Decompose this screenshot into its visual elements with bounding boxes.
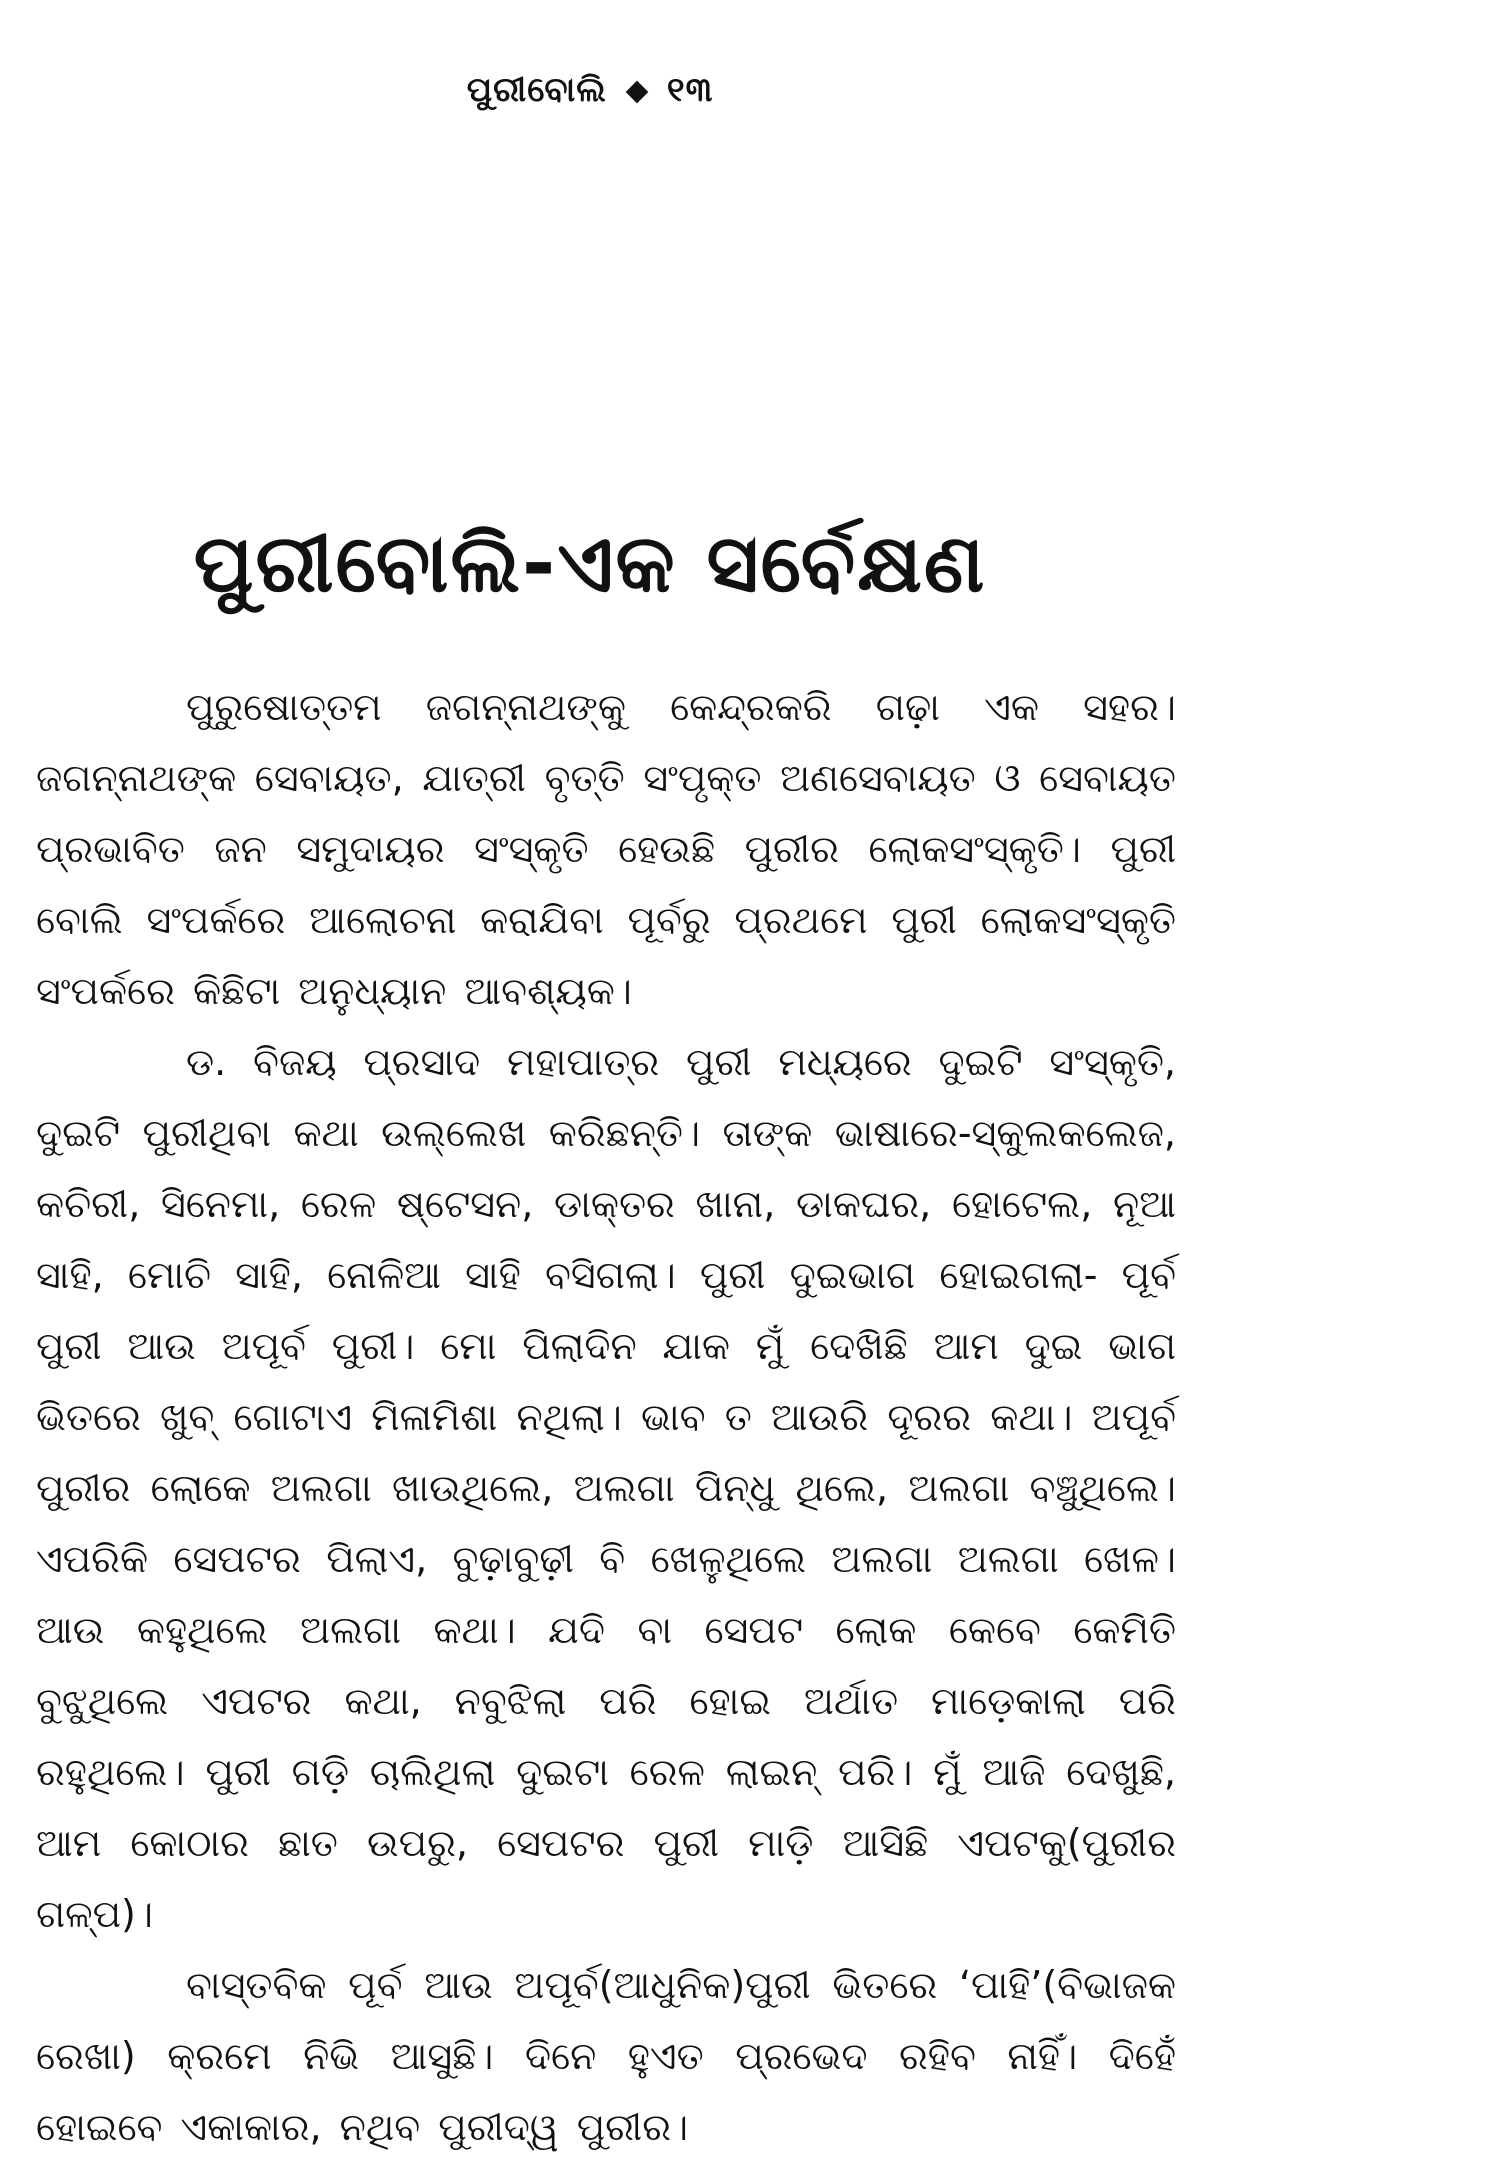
paragraph-2: ଡ. ବିଜୟ ପ୍ରସାଦ ମହାପାତ୍ର ପୁରୀ ମଧ୍ୟରେ ଦୁଇଟି ସଂସ୍କୃତି, ଦୁଇଟି ପୁରୀଥିବା କଥା ଉଲ୍ଲେଖ କରିଛନ୍ତି। ତାଙ୍କ ଭାଷାରେ-ସ୍କୁଲକଲେଜ, କଚିରୀ, ସିନେମା, ରେଳ ଷ୍ଟେସନ, ଡାକ୍ତର ଖାନା, ଡାକଘର, ହୋଟେଲ, ନୂଆ ସାହି, ମୋଚି ସାହି, ନୋଳିଆ ସାହି ବସିଗଲା। ପୁରୀ ଦୁଇଭାଗ ହୋଇଗଲା- ପୂର୍ବ ପୁରୀ ଆଉ ଅପୂର୍ବ ପୁରୀ। ମୋ ପିଲାଦିନ ଯାକ ମୁଁ ଦେଖିଛି ଆମ ଦୁଇ ଭାଗ ଭିତରେ ଖୁବ୍ ଗୋଟାଏ ମିଳାମିଶା ନଥିଲା। ଭାବ ତ ଆଉରି ଦୂରର କଥା। ଅପୂର୍ବ ପୁରୀର ଲୋକେ ଅଲଗା ଖାଉଥିଲେ, ଅଲଗା ପିନ୍ଧୁ ଥିଲେ, ଅଲଗା ବଞ୍ଚୁଥିଲେ। ଏପରିକି ସେପଟର ପିଲାଏ, ବୁଢ଼ାବୁଢ଼ୀ ବି ଖେଳୁଥିଲେ ଅଲଗା ଅଲଗା ଖେଳ। ଆଉ କହୁଥିଲେ ଅଲଗା କଥା। ଯଦି ବା ସେପଟ ଲୋକ କେବେ କେମିତି ବୁଝୁଥିଲେ ଏପଟର କଥା, ନବୁଝିଲା ପରି ହୋଇ ଅର୍ଥାତ ମାଡ଼େକାଲା ପରି ରହୁଥିଲେ। ପୁରୀ ଗଡ଼ି ଚାଲିଥିଲା ଦୁଇଟା ରେଳ ଲାଇନ୍ ପରି। ମୁଁ ଆଜି ଦେଖୁଛି, ଆମ କୋଠାର ଛାତ ଉପରୁ, ସେପଟର ପୁରୀ ମାଡ଼ି ଆସିଛି ଏପଟକୁ(ପୁରୀର ଗଳ୍ପ)। [36, 1040, 1176, 1936]
body-text [36, 672, 1176, 2163]
diamond-separator-icon [626, 80, 649, 103]
page-number: ୧୩ [666, 70, 714, 110]
chapter-title: ପୁରୀବୋଲି-ଏକ ସର୍ବେକ୍ଷଣ [193, 517, 987, 610]
running-header-title: ପୁରୀବୋଲି [466, 70, 607, 110]
running-header [0, 70, 1180, 110]
paragraph-1: ପୁରୁଷୋତ୍ତମ ଜଗନ୍ନାଥଙ୍କୁ କେନ୍ଦ୍ରକରି ଗଢ଼ା ଏକ ସହର। ଜଗନ୍ନାଥଙ୍କ ସେବାୟତ, ଯାତ୍ରୀ ବୃତ୍ତି ସଂପୃକ୍ତ ଅଣସେବାୟତ ଓ ସେବାୟତ ପ୍ରଭାବିତ ଜନ ସମୁଦାୟର ସଂସ୍କୃତି ହେଉଛି ପୁରୀର ଲୋକସଂସ୍କୃତି। ପୁରୀ ବୋଲି ସଂପର୍କରେ ଆଲୋଚନା କରାଯିବା ପୂର୍ବରୁ ପ୍ରଥମେ ପୁରୀ ଲୋକସଂସ୍କୃତି ସଂପର୍କରେ କିଛିଟା ଅନୁଧ୍ୟାନ ଆବଶ୍ୟକ। [36, 685, 1176, 1013]
paragraph-3: ବାସ୍ତବିକ ପୂର୍ବ ଆଉ ଅପୂର୍ବ(ଆଧୁନିକ)ପୁରୀ ଭିତରେ ‘ପାହି’(ବିଭାଜକ ରେଖା) କ୍ରମେ ନିଭି ଆସୁଛି। ଦିନେ ହୁଏତ ପ୍ରଭେଦ ରହିବ ନାହିଁ। ଦିହେଁ ହୋଇବେ ଏକାକାର, ନଥିବ ପୁରୀଦ୍ୱ ପୁରୀର। [36, 1963, 1176, 2149]
